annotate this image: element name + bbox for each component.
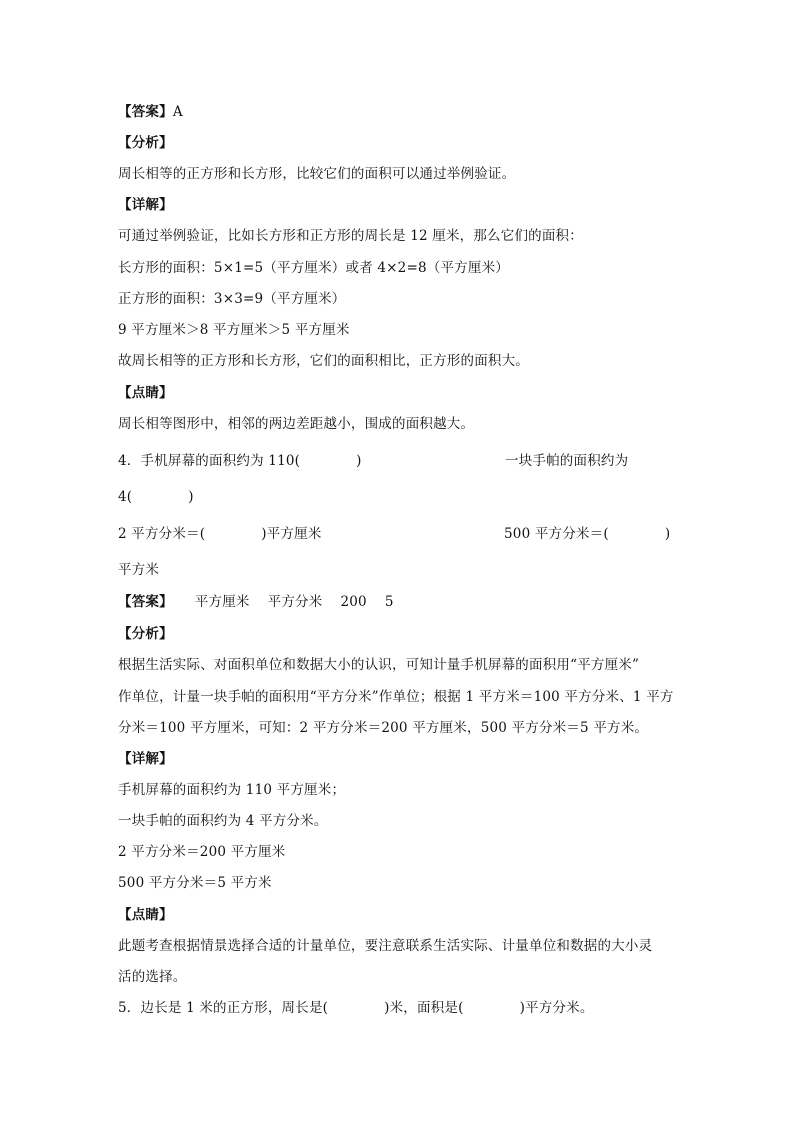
analysis-line: 分米＝100 平方厘米，可知：2 平方分米＝200 平方厘米，500 平方分米＝5 平方米。	[118, 720, 649, 736]
detail-line: 9 平方厘米＞8 平方厘米＞5 平方厘米	[118, 322, 350, 338]
point-tag: 【点睛】	[118, 907, 173, 923]
question-4-part-4-close: )	[664, 526, 671, 542]
analysis-line: 根据生活实际、对面积单位和数据大小的认识，可知计量手机屏幕的面积用“平方厘米”	[118, 657, 640, 673]
point-line: 活的选择。	[118, 969, 187, 985]
answer-line	[118, 103, 183, 121]
question-4-part-3-open: 2 平方分米＝(	[118, 526, 206, 542]
detail-line: 正方形的面积：3×3=9（平方厘米）	[118, 291, 346, 307]
analysis-tag: 【分析】	[118, 135, 173, 151]
detail-tag: 【详解】	[118, 197, 173, 213]
answer-item: 平方分米	[267, 594, 323, 610]
question-4-part-2-cont: 4(	[118, 489, 133, 505]
answer-value: A	[172, 104, 183, 120]
answer-tag: 【答案】	[118, 594, 173, 610]
detail-line: 可通过举例验证，比如长方形和正方形的周长是 12 厘米，那么它们的面积：	[118, 228, 583, 244]
detail-tag: 【详解】	[118, 751, 173, 767]
question-5-text-a: 5．边长是 1 米的正方形，周长是(	[118, 1000, 329, 1016]
detail-line: 一块手帕的面积约为 4 平方分米。	[118, 813, 328, 829]
question-4-row-2	[118, 488, 194, 506]
detail-line: 长方形的面积：5×1=5（平方厘米）或者 4×2=8（平方厘米）	[118, 260, 509, 276]
q4-answer-line	[118, 593, 408, 611]
answer-item: 200	[340, 594, 367, 610]
detail-line: 故周长相等的正方形和长方形，它们的面积相比，正方形的面积大。	[118, 353, 529, 369]
answer-item: 5	[384, 594, 394, 610]
answer-tag: 【答案】	[118, 104, 173, 120]
question-4-part-4-cont: 平方米	[118, 562, 160, 578]
question-4-part-3-close: )平方厘米	[261, 526, 322, 542]
analysis-line: 作单位，计量一块手帕的面积用“平方分米”作单位；根据 1 平方米＝100 平方分米、1 平方	[118, 689, 674, 705]
answer-item: 平方厘米	[194, 594, 250, 610]
question-4-part-1: 手机屏幕的面积约为 110(	[140, 453, 301, 469]
question-5	[118, 999, 594, 1017]
detail-line: 500 平方分米＝5 平方米	[118, 875, 272, 891]
question-4-part-1-close: )	[356, 453, 362, 469]
question-4-part-2: 一块手帕的面积约为	[505, 453, 629, 469]
question-4-row-1	[118, 452, 362, 470]
point-text: 周长相等图形中，相邻的两边差距越小，围成的面积越大。	[118, 416, 475, 432]
question-5-text-c: )平方分米。	[519, 1000, 594, 1016]
analysis-text: 周长相等的正方形和长方形，比较它们的面积可以通过举例验证。	[118, 166, 516, 182]
detail-line: 手机屏幕的面积约为 110 平方厘米；	[118, 782, 346, 798]
question-5-text-b: )米，面积是(	[384, 1000, 464, 1016]
analysis-tag: 【分析】	[118, 626, 173, 642]
question-4-part-4	[504, 525, 670, 543]
question-number: 4．	[118, 453, 141, 469]
point-tag: 【点睛】	[118, 385, 173, 401]
point-line: 此题考查根据情景选择合适的计量单位，要注意联系生活实际、计量单位和数据的大小灵	[118, 938, 653, 954]
question-4-part-2-close: )	[188, 489, 194, 505]
detail-line: 2 平方分米＝200 平方厘米	[118, 844, 286, 860]
question-4-row-3	[118, 525, 322, 543]
question-4-part-4-open: 500 平方分米＝(	[504, 526, 609, 542]
